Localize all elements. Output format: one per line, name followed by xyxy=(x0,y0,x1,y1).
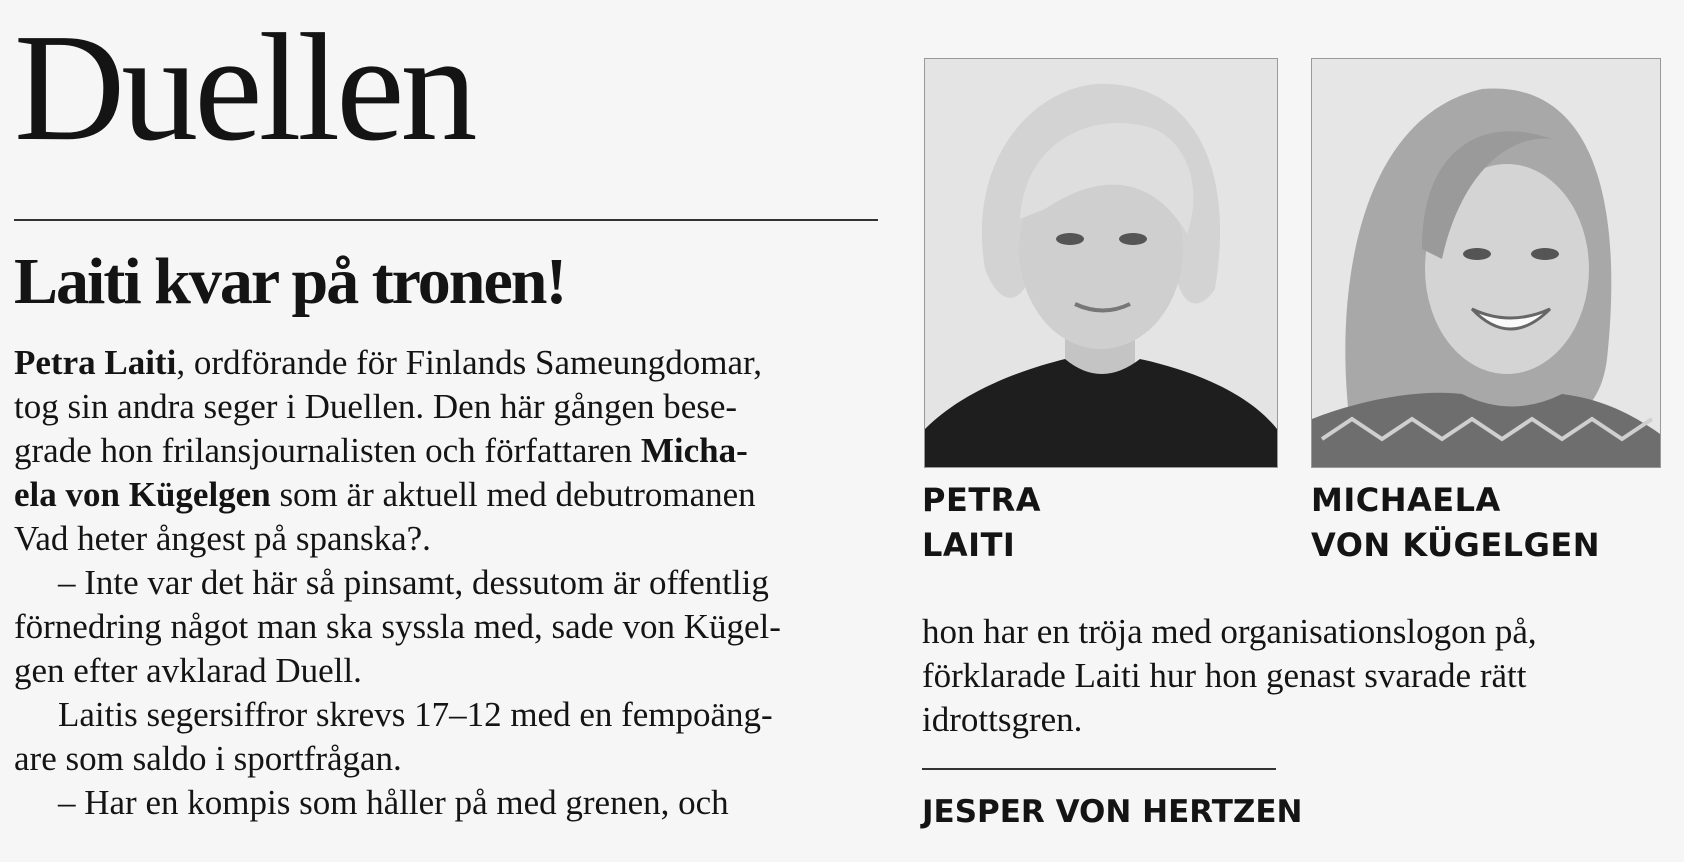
caption-line: LAITI xyxy=(922,526,1016,564)
author-byline: JESPER VON HERTZEN xyxy=(922,794,1303,830)
article-body-right xyxy=(922,610,1672,742)
body-line: förnedring något man ska syssla med, sade von Kügel- xyxy=(14,607,781,646)
body-line: förklarade Laiti hur hon genast svarade rätt xyxy=(922,656,1527,695)
portrait-caption-petra xyxy=(922,478,1041,568)
body-line: Petra Laiti, ordförande för Finlands Sameungdomar, xyxy=(14,343,762,382)
portrait-icon xyxy=(925,59,1277,467)
body-line: – Har en kompis som håller på med grenen, och xyxy=(58,783,729,822)
body-line: Vad heter ångest på spanska?. xyxy=(14,519,431,558)
article-body-left xyxy=(14,341,882,825)
body-line: – Inte var det här så pinsamt, dessutom är offentlig xyxy=(58,563,769,602)
body-line: tog sin andra seger i Duellen. Den här gången bese- xyxy=(14,387,738,426)
body-line: ela von Kügelgen som är aktuell med debutromanen xyxy=(14,475,756,514)
body-line: hon har en tröja med organisationslogon på, xyxy=(922,612,1537,651)
masthead-title: Duellen xyxy=(14,3,474,173)
body-line: are som saldo i sportfrågan. xyxy=(14,739,402,778)
caption-line: MICHAELA xyxy=(1311,481,1501,519)
body-line: idrottsgren. xyxy=(922,700,1083,739)
portrait-petra-laiti-photo xyxy=(924,58,1278,468)
byline-divider xyxy=(922,768,1276,770)
caption-line: PETRA xyxy=(922,481,1042,519)
caption-line: VON KÜGELGEN xyxy=(1311,526,1600,564)
body-line: gen efter avklarad Duell. xyxy=(14,651,362,690)
portrait-michaela-von-kugelgen-photo xyxy=(1311,58,1661,468)
portrait-icon xyxy=(1312,59,1660,467)
portrait-caption-michaela xyxy=(1311,478,1600,568)
article-headline: Laiti kvar på tronen! xyxy=(14,245,566,318)
top-divider xyxy=(14,219,878,221)
body-line: grade hon frilansjournalisten och författaren Micha- xyxy=(14,431,748,470)
body-line: Laitis segersiffror skrevs 17–12 med en fempoäng- xyxy=(58,695,773,734)
